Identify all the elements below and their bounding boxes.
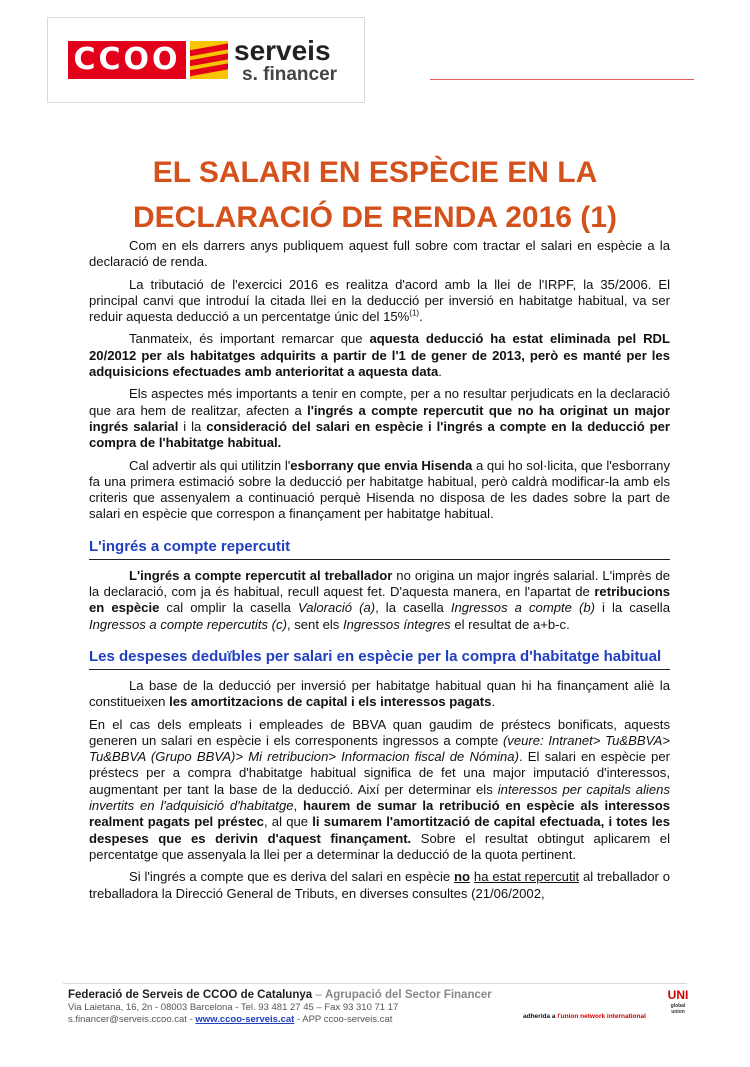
paragraph-tanmateix-a: Tanmateix, és important remarcar que [129,331,370,347]
page-title [60,150,690,240]
paragraph-esborrany-b: esborrany que envia Hisenda [290,457,473,473]
header-rule [430,79,694,80]
paragraph-esborrany [89,458,670,523]
paragraph-tanmateix-c: . [438,364,442,380]
adherida-network: l'union network international [557,1013,646,1020]
logo-sfinancer: s. financer [242,64,338,85]
ingres-k: Ingressos íntegres [342,616,451,632]
ingres-j: , sent els [286,616,343,632]
repercutit-d: ha estat repercutit [473,869,580,885]
bbva-h: li sumarem l'amortització de capital efectuada, i totes les despeses que es derivin d'aquest finançament. [89,814,671,846]
paragraph-esborrany-c: a qui ho sol·licita, que l'esborrany fa una primera estimació sobre la deducció per habitatge habitual, però caldrà modificar-la amb els criteris que assenyalem a continuació perquè Hisenda no disposa de les dades sobre la part de salari en espècie que correspon a finançament per habitatge habitual. [89,457,671,522]
footer-separator: – [312,989,325,1001]
paragraph-aspectes-d: consideració del salari en espècie i l'ingrés a compte en la deducció per compra de l'habitatge habitual. [89,418,670,451]
ingres-i: Ingressos a compte repercutits (c) [89,616,287,632]
ingres-c: retribucions en espècie [89,584,670,616]
paragraph-repercutit [89,869,670,902]
paragraph-aspectes-c: i la [178,418,207,434]
bbva-intranet-path: (veure: Intranet> Tu&BBVA> Tu&BBVA (Grupo BBVA)> Mi retribucion> Informacion fiscal de Nómina) [89,732,670,765]
paragraph-tanmateix [89,331,670,380]
svg-text:union: union [671,1009,685,1015]
footer-app: - APP ccoo-serveis.cat [294,1014,393,1025]
paragraph-aspectes [89,386,670,451]
ingres-h: i la casella [594,600,670,616]
ccoo-logo-text: CCOO [73,42,181,77]
base-a: La base de la deducció per inversió per habitatge habitual quan hi ha finançament aliè la constitueixen [89,677,670,710]
adherida-label: adherida a [523,1013,558,1020]
paragraph-intro [89,238,670,271]
ingres-a: L'ingrés a compte repercutit al treballador [129,567,393,583]
paragraph-esborrany-a: Cal advertir als qui utilitzin l' [129,457,291,473]
paragraph-bbva [89,717,670,864]
bbva-a: En el cas dels empleats i empleades de BBVA quan gaudim de préstecs bonificats, aquests generen un salari en espècie i els corresponents ingressos a compte [89,716,670,748]
ingres-g: Ingressos a compte (b) [450,600,595,616]
base-b: les amortitzacions de capital i els interessos pagats [169,694,492,710]
ccoo-logo [68,41,186,79]
svg-text:UNI: UNI [667,988,689,1002]
base-c: . [491,694,496,710]
footer-agrupacio: Agrupació del Sector Financer [324,989,492,1001]
document-body [89,238,670,908]
bbva-f: haurem de sumar la retribució en espècie als interessos realment pagats pel préstec [89,798,670,830]
footer-dash: - [186,1014,196,1025]
footer-address: Via Laietana, 16, 2n - 08003 Barcelona - Tel. 93 481 27 45 – Fax 93 310 71 17 [68,1002,399,1013]
repercutit-e: al treballador o treballadora la Direcció General de Tributs, en diverses consultes (21/06/2002, [89,869,671,901]
bbva-i: Sobre el resultat obtingut aplicarem el percentatge que assenyala la llei per a determinar la deducció de la quota pertinent. [89,830,670,862]
paragraph-tributacio-end: . [419,309,423,325]
title-line-2: DECLARACIÓ DE RENDA 2016 (1) [133,201,617,234]
repercutit-a: Si l'ingrés a compte que es deriva del salari en espècie [129,869,455,885]
repercutit-no: no [454,869,471,885]
footnote-ref: (1) [409,308,420,318]
footer-rule [63,983,687,984]
section-heading-despeses: Les despeses deduïbles per salari en espècie per la compra d'habitatge habitual [89,647,670,670]
paragraph-base-deduccio [89,678,670,711]
ingres-l: el resultat de a+b-c. [450,616,570,632]
bbva-d: interessos per capitals aliens invertits en l'adquisició d'habitatge [89,781,670,814]
footer-website-link[interactable]: www.ccoo-serveis.cat [195,1014,295,1025]
ingres-d: cal omplir la casella [159,600,298,616]
ingres-e: Valoració (a) [297,600,376,616]
ingres-f: , la casella [375,600,451,616]
section-heading-ingres: L'ingrés a compte repercutit [89,537,670,560]
uni-global-union-logo [667,987,689,1017]
logo-serveis: serveis [234,35,331,66]
ingres-b: no origina un major ingrés salarial. L'imprès de la declaració, com ja és habitual, recull aquest fet. D'aquesta manera, en l'apartat de [89,567,670,600]
title-line-1: EL SALARI EN ESPÈCIE EN LA [152,156,598,189]
paragraph-intro-text: Com en els darrers anys publiquem aquest full sobre com tractar el salari en espècie a la declaració de renda. [89,238,670,270]
bbva-c: . El salari en espècie per préstecs per a compra d'habitatge habitual significa de fet una major imputació d'interessos, augmentant per tant la base de la deducció. Així per determinar els [89,749,670,797]
paragraph-tributacio [89,277,670,326]
footer-email[interactable]: s.financer@serveis.ccoo.cat [68,1014,187,1025]
paragraph-tanmateix-b: aquesta deducció ha estat eliminada pel RDL 20/2012 per als habitatges adquirits a partir de l'1 de gener de 2013, però es manté per les adquisicions efectuades amb anterioritat a aquesta data [89,331,670,380]
footer-organization [68,988,688,1002]
bbva-g: , al que [263,814,313,830]
bbva-e: , [293,798,303,814]
footer-federation: Federació de Serveis de CCOO de Catalunya [68,989,313,1001]
paragraph-aspectes-b: l'ingrés a compte repercutit que no ha originat un major ingrés salarial [89,402,670,434]
paragraph-ingres [89,568,670,633]
paragraph-tributacio-text: La tributació de l'exercici 2016 es realitza d'acord amb la llei de l'IRPF, la 35/2006. El principal canvi que introduí la citada llei en la deducció per inversió en habitatge habitual, va ser reduir aquesta deducció a un percentatge únic del 15% [89,276,670,325]
logo-box [47,17,365,103]
catalan-flag-icon [190,41,228,79]
footer-adherida [523,1013,646,1021]
paragraph-aspectes-a: Els aspectes més importants a tenir en compte, per a no resultar perjudicats en la declaració que ara hem de realitzar, afecten a [89,386,670,418]
svg-text:global: global [670,1003,686,1009]
